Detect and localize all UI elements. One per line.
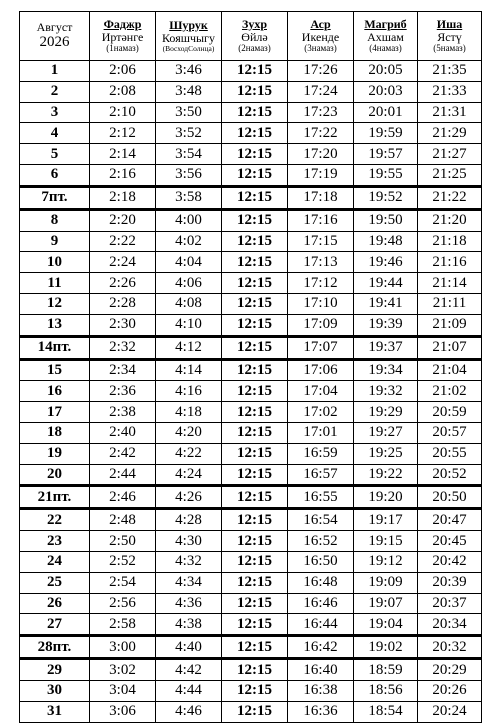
maghrib-time: 19:59 [354,123,418,144]
table-row [20,464,482,486]
fajr-time: 2:16 [90,164,156,186]
fajr-time: 2:44 [90,464,156,486]
table-row-friday [20,636,482,659]
day-cell: 29 [20,659,90,681]
asr-time: 17:26 [288,61,354,82]
maghrib-time: 20:05 [354,61,418,82]
shuruk-time: 4:26 [156,486,222,509]
isha-time: 20:45 [418,531,482,552]
shuruk-time: 4:28 [156,509,222,531]
column-header-zuhr [222,12,288,61]
zuhr-time: 12:15 [222,273,288,294]
shuruk-time: 4:40 [156,636,222,659]
fajr-time: 3:04 [90,680,156,701]
column-header-isha [418,12,482,61]
prayer-name: Магриб [364,16,407,31]
day-cell: 18 [20,422,90,443]
isha-time: 21:07 [418,336,482,359]
shuruk-time: 4:34 [156,572,222,593]
isha-time: 20:29 [418,659,482,681]
table-row [20,572,482,593]
table-row [20,593,482,614]
day-cell: 12 [20,293,90,314]
zuhr-time: 12:15 [222,81,288,102]
isha-time: 20:50 [418,486,482,509]
shuruk-time: 4:38 [156,614,222,636]
table-row [20,293,482,314]
day-cell: 5 [20,144,90,165]
zuhr-time: 12:15 [222,636,288,659]
maghrib-time: 20:01 [354,102,418,123]
fajr-time: 2:18 [90,186,156,209]
shuruk-time: 3:48 [156,81,222,102]
zuhr-time: 12:15 [222,359,288,381]
maghrib-time: 19:09 [354,572,418,593]
maghrib-time: 19:37 [354,336,418,359]
maghrib-time: 19:22 [354,464,418,486]
table-row [20,209,482,231]
asr-time: 16:46 [288,593,354,614]
table-row [20,443,482,464]
zuhr-time: 12:15 [222,209,288,231]
shuruk-time: 4:22 [156,443,222,464]
asr-time: 16:52 [288,531,354,552]
table-row [20,359,482,381]
table-row [20,231,482,252]
zuhr-time: 12:15 [222,164,288,186]
zuhr-time: 12:15 [222,422,288,443]
prayer-subtitle: (3намаз) [304,43,337,54]
prayer-timetable-sheet [19,11,481,723]
prayer-name: Фаджр [103,16,142,31]
day-cell: 4 [20,123,90,144]
day-cell: 30 [20,680,90,701]
prayer-times-table [19,11,482,723]
isha-time: 20:37 [418,593,482,614]
fajr-time: 2:54 [90,572,156,593]
prayer-subtitle: (ВосходСолнца) [162,44,215,54]
zuhr-time: 12:15 [222,659,288,681]
isha-time: 21:09 [418,314,482,336]
asr-time: 16:42 [288,636,354,659]
table-row [20,551,482,572]
maghrib-time: 18:56 [354,680,418,701]
shuruk-time: 4:06 [156,273,222,294]
asr-time: 17:20 [288,144,354,165]
day-cell: 20 [20,464,90,486]
fajr-time: 3:00 [90,636,156,659]
zuhr-time: 12:15 [222,381,288,402]
fajr-time: 2:46 [90,486,156,509]
maghrib-time: 19:04 [354,614,418,636]
isha-time: 20:34 [418,614,482,636]
shuruk-time: 4:36 [156,593,222,614]
maghrib-time: 19:46 [354,252,418,273]
maghrib-time: 19:17 [354,509,418,531]
table-row [20,422,482,443]
day-cell: 31 [20,701,90,722]
shuruk-time: 4:44 [156,680,222,701]
prayer-local-name: Өйлә [241,30,268,45]
shuruk-time: 4:08 [156,293,222,314]
prayer-name: Иша [436,16,463,31]
shuruk-time: 4:20 [156,422,222,443]
day-cell: 2 [20,81,90,102]
maghrib-time: 20:03 [354,81,418,102]
prayer-times-body [20,61,482,723]
column-header-maghrib [354,12,418,61]
prayer-local-name: Кояшчыгу [162,30,215,45]
isha-time: 20:24 [418,701,482,722]
shuruk-time: 4:02 [156,231,222,252]
fajr-time: 2:36 [90,381,156,402]
day-cell: 15 [20,359,90,381]
shuruk-time: 4:30 [156,531,222,552]
maghrib-time: 19:41 [354,293,418,314]
fajr-time: 2:20 [90,209,156,231]
shuruk-time: 4:10 [156,314,222,336]
asr-time: 16:44 [288,614,354,636]
isha-time: 20:39 [418,572,482,593]
zuhr-time: 12:15 [222,572,288,593]
shuruk-time: 4:42 [156,659,222,681]
table-row [20,273,482,294]
shuruk-time: 4:24 [156,464,222,486]
shuruk-time: 3:46 [156,61,222,82]
shuruk-time: 3:58 [156,186,222,209]
shuruk-time: 3:56 [156,164,222,186]
fajr-time: 2:26 [90,273,156,294]
fajr-time: 2:56 [90,593,156,614]
day-cell: 19 [20,443,90,464]
isha-time: 20:47 [418,509,482,531]
zuhr-time: 12:15 [222,123,288,144]
isha-time: 21:02 [418,381,482,402]
asr-time: 17:02 [288,402,354,423]
day-cell: 28пт. [20,636,90,659]
fajr-time: 2:30 [90,314,156,336]
fajr-time: 2:38 [90,402,156,423]
asr-time: 16:48 [288,572,354,593]
shuruk-time: 4:18 [156,402,222,423]
day-cell: 11 [20,273,90,294]
asr-time: 17:23 [288,102,354,123]
asr-time: 16:36 [288,701,354,722]
fajr-time: 2:14 [90,144,156,165]
maghrib-time: 19:34 [354,359,418,381]
isha-time: 21:27 [418,144,482,165]
maghrib-time: 19:29 [354,402,418,423]
asr-time: 17:24 [288,81,354,102]
asr-time: 17:13 [288,252,354,273]
table-row [20,144,482,165]
column-header-shuruk [156,12,222,61]
shuruk-time: 4:16 [156,381,222,402]
isha-time: 21:31 [418,102,482,123]
asr-time: 17:01 [288,422,354,443]
table-row [20,701,482,722]
day-cell: 9 [20,231,90,252]
asr-time: 16:54 [288,509,354,531]
isha-time: 21:35 [418,61,482,82]
zuhr-time: 12:15 [222,531,288,552]
zuhr-time: 12:15 [222,464,288,486]
fajr-time: 2:06 [90,61,156,82]
day-cell: 21пт. [20,486,90,509]
day-cell: 6 [20,164,90,186]
shuruk-time: 3:52 [156,123,222,144]
fajr-time: 2:08 [90,81,156,102]
asr-time: 17:15 [288,231,354,252]
zuhr-time: 12:15 [222,231,288,252]
zuhr-time: 12:15 [222,61,288,82]
maghrib-time: 18:59 [354,659,418,681]
isha-time: 20:52 [418,464,482,486]
maghrib-time: 19:32 [354,381,418,402]
isha-time: 20:26 [418,680,482,701]
table-row [20,102,482,123]
table-row [20,81,482,102]
fajr-time: 2:40 [90,422,156,443]
isha-time: 21:14 [418,273,482,294]
maghrib-time: 19:39 [354,314,418,336]
prayer-local-name: Ястү [437,30,462,45]
day-cell: 22 [20,509,90,531]
asr-time: 17:04 [288,381,354,402]
zuhr-time: 12:15 [222,402,288,423]
shuruk-time: 4:00 [156,209,222,231]
isha-time: 21:11 [418,293,482,314]
asr-time: 17:18 [288,186,354,209]
month-label: Август [36,20,73,35]
day-cell: 24 [20,551,90,572]
maghrib-time: 19:27 [354,422,418,443]
asr-time: 17:12 [288,273,354,294]
shuruk-time: 3:54 [156,144,222,165]
day-cell: 25 [20,572,90,593]
day-cell: 7пт. [20,186,90,209]
day-cell: 1 [20,61,90,82]
asr-time: 17:22 [288,123,354,144]
year-label: 2026 [39,34,70,51]
fajr-time: 2:42 [90,443,156,464]
zuhr-time: 12:15 [222,293,288,314]
shuruk-time: 4:32 [156,551,222,572]
fajr-time: 2:34 [90,359,156,381]
table-row [20,402,482,423]
prayer-local-name: Икенде [301,30,340,45]
isha-time: 20:55 [418,443,482,464]
fajr-time: 2:24 [90,252,156,273]
asr-time: 16:40 [288,659,354,681]
isha-time: 20:59 [418,402,482,423]
isha-time: 21:20 [418,209,482,231]
shuruk-time: 4:12 [156,336,222,359]
table-row [20,614,482,636]
asr-time: 16:57 [288,464,354,486]
zuhr-time: 12:15 [222,336,288,359]
zuhr-time: 12:15 [222,102,288,123]
isha-time: 21:25 [418,164,482,186]
day-cell: 13 [20,314,90,336]
zuhr-time: 12:15 [222,680,288,701]
fajr-time: 2:50 [90,531,156,552]
isha-time: 21:29 [418,123,482,144]
isha-time: 21:16 [418,252,482,273]
prayer-name: Аср [310,16,331,31]
table-row [20,252,482,273]
day-cell: 10 [20,252,90,273]
prayer-subtitle: (1намаз) [106,43,139,54]
day-cell: 3 [20,102,90,123]
asr-time: 16:59 [288,443,354,464]
asr-time: 16:38 [288,680,354,701]
table-row [20,509,482,531]
fajr-time: 3:02 [90,659,156,681]
maghrib-time: 19:44 [354,273,418,294]
table-row [20,659,482,681]
isha-time: 20:42 [418,551,482,572]
table-row [20,164,482,186]
maghrib-time: 19:48 [354,231,418,252]
day-cell: 26 [20,593,90,614]
isha-time: 20:32 [418,636,482,659]
asr-time: 17:09 [288,314,354,336]
fajr-time: 2:32 [90,336,156,359]
maghrib-time: 18:54 [354,701,418,722]
zuhr-time: 12:15 [222,614,288,636]
day-cell: 16 [20,381,90,402]
asr-time: 17:07 [288,336,354,359]
fajr-time: 2:52 [90,551,156,572]
prayer-subtitle: (4намаз) [369,43,402,54]
fajr-time: 2:58 [90,614,156,636]
maghrib-time: 19:57 [354,144,418,165]
maghrib-time: 19:25 [354,443,418,464]
column-header-asr [288,12,354,61]
prayer-name: Зухр [241,16,267,31]
isha-time: 21:18 [418,231,482,252]
asr-time: 17:06 [288,359,354,381]
table-row-friday [20,486,482,509]
isha-time: 21:04 [418,359,482,381]
table-header-row [20,12,482,61]
column-header-fajr [90,12,156,61]
maghrib-time: 19:50 [354,209,418,231]
day-cell: 27 [20,614,90,636]
prayer-local-name: Ахшам [367,30,404,45]
asr-time: 17:19 [288,164,354,186]
maghrib-time: 19:02 [354,636,418,659]
fajr-time: 2:28 [90,293,156,314]
asr-time: 17:16 [288,209,354,231]
maghrib-time: 19:20 [354,486,418,509]
table-row-friday [20,186,482,209]
isha-time: 21:22 [418,186,482,209]
shuruk-time: 4:14 [156,359,222,381]
table-row [20,531,482,552]
zuhr-time: 12:15 [222,551,288,572]
fajr-time: 2:22 [90,231,156,252]
table-row [20,123,482,144]
prayer-name: Шурук [169,17,208,32]
shuruk-time: 4:04 [156,252,222,273]
day-cell: 8 [20,209,90,231]
fajr-time: 3:06 [90,701,156,722]
asr-time: 16:55 [288,486,354,509]
zuhr-time: 12:15 [222,314,288,336]
zuhr-time: 12:15 [222,701,288,722]
zuhr-time: 12:15 [222,443,288,464]
zuhr-time: 12:15 [222,144,288,165]
zuhr-time: 12:15 [222,486,288,509]
asr-time: 16:50 [288,551,354,572]
maghrib-time: 19:12 [354,551,418,572]
shuruk-time: 3:50 [156,102,222,123]
table-row [20,381,482,402]
zuhr-time: 12:15 [222,186,288,209]
fajr-time: 2:10 [90,102,156,123]
day-cell: 14пт. [20,336,90,359]
table-row [20,314,482,336]
maghrib-time: 19:15 [354,531,418,552]
maghrib-time: 19:55 [354,164,418,186]
maghrib-time: 19:52 [354,186,418,209]
table-row [20,61,482,82]
maghrib-time: 19:07 [354,593,418,614]
month-year-header [20,12,90,61]
prayer-local-name: Иртәнге [101,30,144,45]
shuruk-time: 4:46 [156,701,222,722]
zuhr-time: 12:15 [222,593,288,614]
fajr-time: 2:48 [90,509,156,531]
zuhr-time: 12:15 [222,509,288,531]
fajr-time: 2:12 [90,123,156,144]
prayer-subtitle: (5намаз) [433,43,466,54]
isha-time: 21:33 [418,81,482,102]
prayer-subtitle: (2намаз) [238,43,271,54]
asr-time: 17:10 [288,293,354,314]
table-row [20,680,482,701]
table-row-friday [20,336,482,359]
day-cell: 23 [20,531,90,552]
isha-time: 20:57 [418,422,482,443]
zuhr-time: 12:15 [222,252,288,273]
day-cell: 17 [20,402,90,423]
